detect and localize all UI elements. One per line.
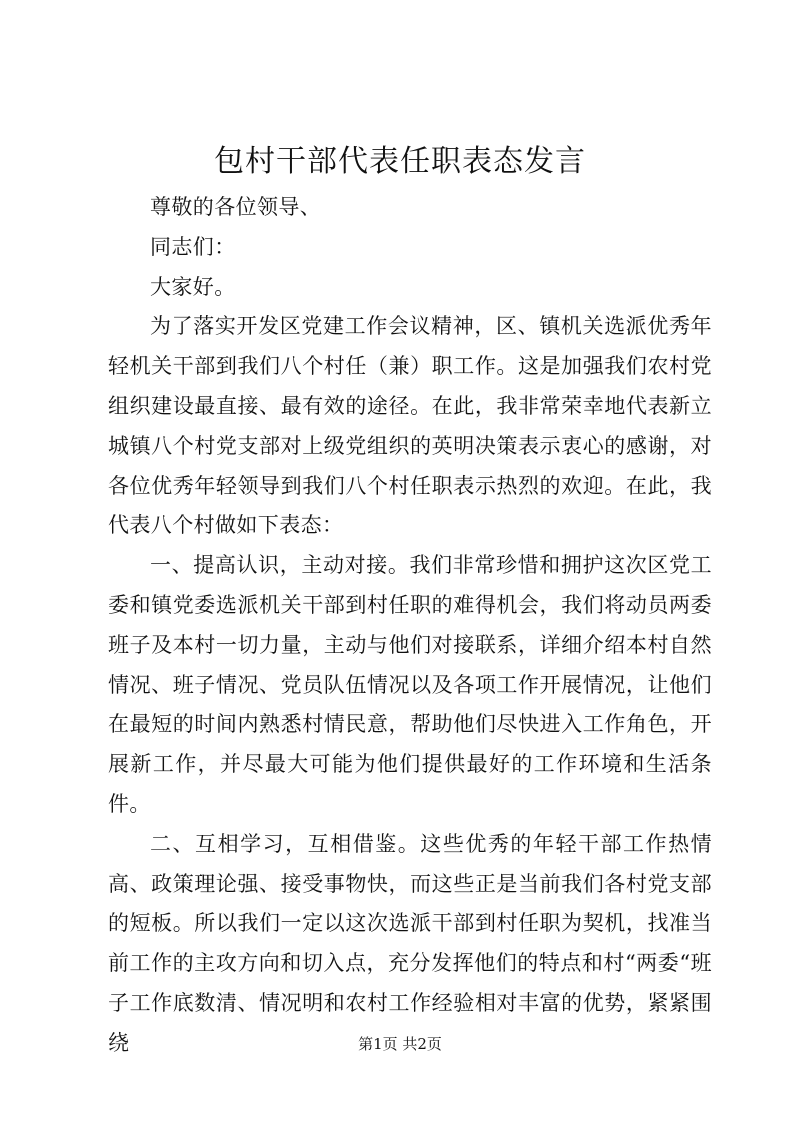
- greeting-line: 大家好。: [150, 274, 236, 299]
- document-body: [108, 188, 712, 1064]
- page-number-footer: 第1页 共2页: [358, 1035, 442, 1053]
- intro-paragraph: 为了落实开发区党建工作会议精神，区、镇机关选派优秀年轻机关干部到我们八个村任（兼）职工作。这是加强我们农村党组织建设最直接、最有效的途径。在此，我非常荣幸地代表新立城镇八个村党支部对上级党组织的英明决策表示衷心的感谢，对各位优秀年轻领导到我们八个村任职表示热烈的欢迎。在此，我代表八个村做如下表态：: [108, 314, 712, 538]
- salutation-line-2: 同志们：: [150, 234, 236, 259]
- salutation-line-1: 尊敬的各位领导、: [150, 195, 322, 219]
- point-two-paragraph: 二、互相学习，互相借鉴。这些优秀的年轻干部工作热情高、政策理论强、接受事物快，而这些正是当前我们各村党支部的短板。所以我们一定以这次选派干部到村任职为契机，找准当前工作的主攻方向和切入点，充分发挥他们的特点和村“两委“班子工作底数清、情况明和农村工作经验相对丰富的优势，紧紧围绕: [108, 831, 712, 1055]
- document-title: 包村干部代表任职表态发言: [214, 144, 586, 179]
- point-one-paragraph: 一、提高认识，主动对接。我们非常珍惜和拥护这次区党工委和镇党委选派机关干部到村任职的难得机会，我们将动员两委班子及本村一切力量，主动与他们对接联系，详细介绍本村自然情况、班子情况、党员队伍情况以及各项工作开展情况，让他们在最短的时间内熟悉村情民意，帮助他们尽快进入工作角色，开展新工作，并尽最大可能为他们提供最好的工作环境和生活条件。: [108, 553, 712, 816]
